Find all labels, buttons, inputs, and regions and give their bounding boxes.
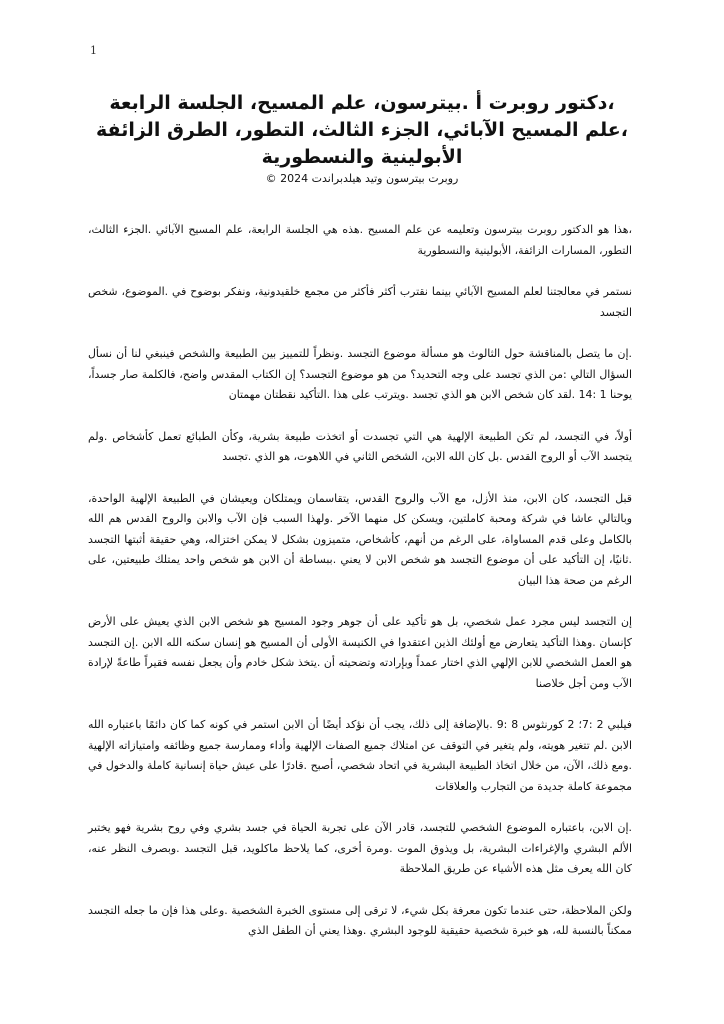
paragraph-first-point: أولاً، في التجسد، لم تكن الطبيعة الإلهية هي التي تجسدت أو اتخذت طبيعة بشرية، وكأن الطبائع تعمل كأشخاص .ولم يتجسد الآب أو الروح القدس .بل كان الله الابن، الشخص الثاني في اللاهوت، هو الذي .تجسد: [88, 429, 632, 463]
document-body: [88, 220, 632, 963]
document-title-line-1: ،دكتور روبرت أ .بيترسون، علم المسيح، الجلسة الرابعة: [109, 92, 615, 114]
paragraph-intro: ،هذا هو الدكتور روبرت بيترسون وتعليمه عن علم المسيح .هذه هي الجلسة الرابعة، علم المسيح الآبائي .الجزء الثالث، التطور، المسارات الزائفة، الأبولينية والنسطورية: [88, 223, 632, 257]
paragraph-philippians: فيلبي 2 :7؛ 2 كورنثوس 8 :9 .بالإضافة إلى ذلك، يجب أن نؤكد أيضًا أن الابن استمر في كونه كما كان دائمًا باعتباره الله الابن .لم تتغير هويته، ولم يتغير في التوقف عن امتلاك جميع الصفات الإلهية وأداء وممارسة جميع وظائفه وامتيازاته الإلهية .ومع ذلك، الآن، من خلال اتخاذ الطبيعة البشرية في اتحاد شخصي، أصبح .قادرًا على عيش حياة إنسانية كاملة والدخول في مجموعة كاملة جديدة من التجارب والعلاقات: [88, 718, 632, 793]
page-number: 1: [90, 44, 97, 57]
title-block: [60, 90, 664, 186]
paragraph-personal-act: إن التجسد ليس مجرد عمل شخصي، بل هو تأكيد على أن جوهر وجود المسيح هو شخص الابن الذي يعيش على الأرض كإنسان .وهذا التأكيد يتعارض مع أولئك الذين اعتقدوا في الكنيسة الأولى أن المسيح هو إنسان سكنه الله الابن .إن التجسد هو العمل الشخصي للابن الإلهي الذي اختار عمداً وبإرادته وتضحيته أن .يتخذ شكل خادم وأن يجعل نفسه فقيراً طاعةً لإرادة الآب ومن أجل خلاصنا: [88, 615, 632, 690]
copyright-line: روبرت بيترسون وتيد هيلدبراندت 2024 ©: [265, 172, 459, 185]
paragraph-continuation: نستمر في معالجتنا لعلم المسيح الآبائي بينما نقترب أكثر فأكثر من مجمع خلقيدونية، ونفكر بوضوح في .الموضوع، شخص التجسد: [88, 285, 632, 319]
paragraph-observation: ولكن الملاحظة، حتى عندما تكون معرفة بكل شيء، لا ترقى إلى مستوى الخبرة الشخصية .وعلى هذا فإن ما جعله التجسد ممكناً بالنسبة لله، هو خبرة شخصية حقيقية للوجود البشري .وهذا يعني أن الطفل الذي: [88, 903, 632, 937]
document-title-line-3: الأبولينية والنسطورية: [261, 146, 463, 168]
document-title-line-2: ،علم المسيح الآبائي، الجزء الثالث، التطور، الطرق الزائفة: [96, 119, 628, 141]
paragraph-before-incarnation: قبل التجسد، كان الابن، منذ الأزل، مع الآب والروح القدس، يتقاسمان ويمتلكان ويعيشان في الطبيعة الإلهية الواحدة، وبالتالي عاشا في شركة ومحبة كاملتين، ويسكن كل منهما الآخر .ولهذا السبب فإن الآب والابن والروح القدس هم الله بالكامل وعلى قدم المساواة، على الرغم من أنهم، كأشخاص، متميزون بشكل لا يمكن اختزاله، وهي حقيقة أثبتها التجسد .ثانيًا، إن التأكيد على أن موضوع التجسد هو شخص الابن لا يعني .ببساطة أن الابن هو شخص واحد يمتلك طبيعتين، على الرغم من صحة هذا البيان: [88, 491, 632, 587]
paragraph-subject-question: .إن ما يتصل بالمناقشة حول الثالوث هو مسألة موضوع التجسد .ونظراً للتمييز بين الطبيعة والشخص فينبغي لنا أن نسأل السؤال التالي :من الذي تجسد على وجه التحديد؟ من هو موضوع التجسد؟ إن الكتاب المقدس واضح، فالكلمة صار جسداً، يوحنا 1 :14 .لقد كان شخص الابن هو الذي تجسد .ويترتب على هذا .التأكيد نقطتان مهمتان: [88, 347, 632, 401]
paragraph-human-experience: .إن الابن، باعتباره الموضوع الشخصي للتجسد، قادر الآن على تجربة الحياة في جسد بشري وفي روح بشرية فهو يختبر الألم البشري والإغراءات البشرية، بل ويذوق الموت .ومرة أخرى، كما يلاحظ ماكلويد، قبل التجسد .وبصرف النظر عنه، كان الله يعرف مثل هذه الأشياء عن طريق الملاحظة: [88, 821, 632, 875]
